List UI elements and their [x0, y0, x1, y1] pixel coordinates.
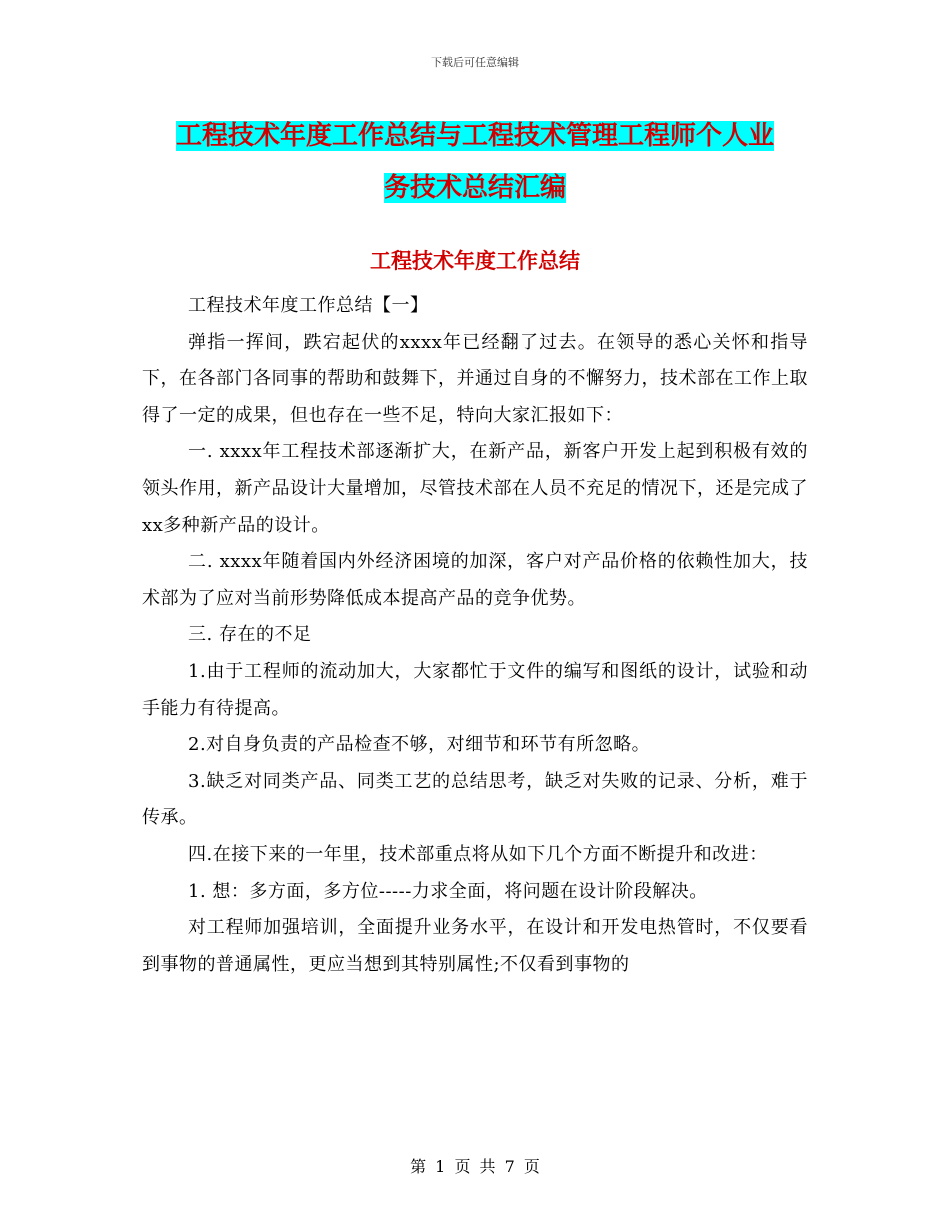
page-footer: 第 1 页 共 7 页	[410, 1157, 540, 1176]
paragraph: 二. xxxx年随着国内外经济困境的加深，客户对产品价格的依赖性加大，技术部为了应对当前形势降低成本提高产品的竞争优势。	[142, 551, 808, 609]
paragraph: 弹指一挥间，跌宕起伏的xxxx年已经翻了过去。在领导的悉心关怀和指导下，在各部门各同事的帮助和鼓舞下，并通过自身的不懈努力，技术部在工作上取得了一定的成果，但也存在一些不足，特向大家汇报如下：	[142, 331, 808, 426]
paragraph: 1. 想：多方面，多方位-----力求全面，将问题在设计阶段解决。	[188, 880, 708, 902]
paragraph: 三. 存在的不足	[188, 624, 312, 646]
paragraph: 工程技术年度工作总结【一】	[188, 295, 429, 316]
paragraph: 3.缺乏对同类产品、同类工艺的总结思考，缺乏对失败的记录、分析，难于传承。	[142, 770, 808, 829]
body-text	[142, 288, 808, 983]
paragraph: 四.在接下来的一年里，技术部重点将从如下几个方面不断提升和改进：	[188, 843, 768, 865]
paragraph: 2.对自身负责的产品检查不够，对细节和环节有所忽略。	[188, 734, 651, 756]
paragraph: 对工程师加强培训，全面提升业务水平，在设计和开发电热管时，不仅要看到事物的普通属性，更应当想到其特别属性;不仅看到事物的	[142, 917, 808, 975]
title-line-2: 务技术总结汇编	[383, 173, 566, 203]
paragraph: 一. xxxx年工程技术部逐渐扩大，在新产品，新客户开发上起到积极有效的领头作用，新产品设计大量增加，尽管技术部在人员不充足的情况下，还是完成了xx多种新产品的设计。	[142, 441, 808, 536]
title-line-1: 工程技术年度工作总结与工程技术管理工程师个人业	[175, 121, 774, 151]
section-title: 工程技术年度工作总结	[370, 248, 580, 273]
header-note: 下载后可任意编辑	[431, 56, 519, 69]
document-title	[140, 110, 810, 214]
paragraph: 1.由于工程师的流动加大，大家都忙于文件的编写和图纸的设计，试验和动手能力有待提高。	[142, 660, 808, 719]
